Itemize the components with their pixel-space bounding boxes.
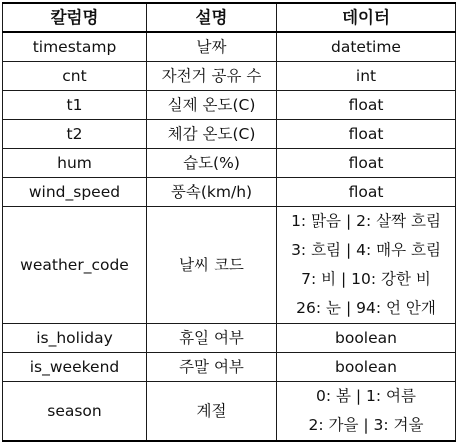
data-type-cell: int	[277, 62, 456, 91]
data-type-cell: float	[277, 149, 456, 178]
data-type-cell: float	[277, 178, 456, 207]
description-cell: 계절	[147, 382, 277, 442]
column-name-cell: t2	[3, 120, 147, 149]
table-row	[3, 32, 456, 62]
table-row	[3, 178, 456, 207]
column-name-cell: t1	[3, 91, 147, 120]
column-name-cell: cnt	[3, 62, 147, 91]
column-name-cell: wind_speed	[3, 178, 147, 207]
description-cell: 습도(%)	[147, 149, 277, 178]
column-name-cell: timestamp	[3, 32, 147, 62]
table-row	[3, 324, 456, 353]
table-row	[3, 353, 456, 382]
table-row	[3, 382, 456, 442]
data-type-cell: datetime	[277, 32, 456, 62]
column-name-cell: weather_code	[3, 207, 147, 324]
column-name-cell: is_holiday	[3, 324, 147, 353]
data-type-line: 26: 눈 | 94: 언 안개	[296, 299, 436, 317]
description-cell: 날짜	[147, 32, 277, 62]
header-data: 데이터	[277, 3, 456, 32]
description-cell: 휴일 여부	[147, 324, 277, 353]
data-type-line: 1: 맑음 | 2: 살짝 흐림	[291, 212, 441, 230]
data-type-cell: float	[277, 120, 456, 149]
column-name-cell: season	[3, 382, 147, 442]
description-cell: 날씨 코드	[147, 207, 277, 324]
data-type-cell: boolean	[277, 324, 456, 353]
table-row	[3, 62, 456, 91]
data-type-line: 2: 가을 | 3: 겨울	[308, 416, 424, 434]
header-column-name: 칼럼명	[3, 3, 147, 32]
data-type-line: 0: 봄 | 1: 여름	[315, 387, 417, 405]
description-cell: 풍속(km/h)	[147, 178, 277, 207]
data-type-line: 3: 흐림 | 4: 매우 흐림	[291, 241, 441, 259]
table-body	[3, 32, 456, 441]
description-cell: 자전거 공유 수	[147, 62, 277, 91]
data-type-cell	[277, 207, 456, 324]
header-description: 설명	[147, 3, 277, 32]
column-name-cell: hum	[3, 149, 147, 178]
table-row	[3, 149, 456, 178]
description-cell: 주말 여부	[147, 353, 277, 382]
data-type-cell: float	[277, 91, 456, 120]
column-name-cell: is_weekend	[3, 353, 147, 382]
header-row	[3, 3, 456, 32]
description-cell: 체감 온도(C)	[147, 120, 277, 149]
table-row	[3, 120, 456, 149]
data-type-cell: boolean	[277, 353, 456, 382]
table-header	[3, 3, 456, 32]
data-type-line: 7: 비 | 10: 강한 비	[301, 270, 431, 288]
table-row	[3, 207, 456, 324]
schema-table	[2, 2, 456, 442]
data-type-cell	[277, 382, 456, 442]
table-row	[3, 91, 456, 120]
description-cell: 실제 온도(C)	[147, 91, 277, 120]
